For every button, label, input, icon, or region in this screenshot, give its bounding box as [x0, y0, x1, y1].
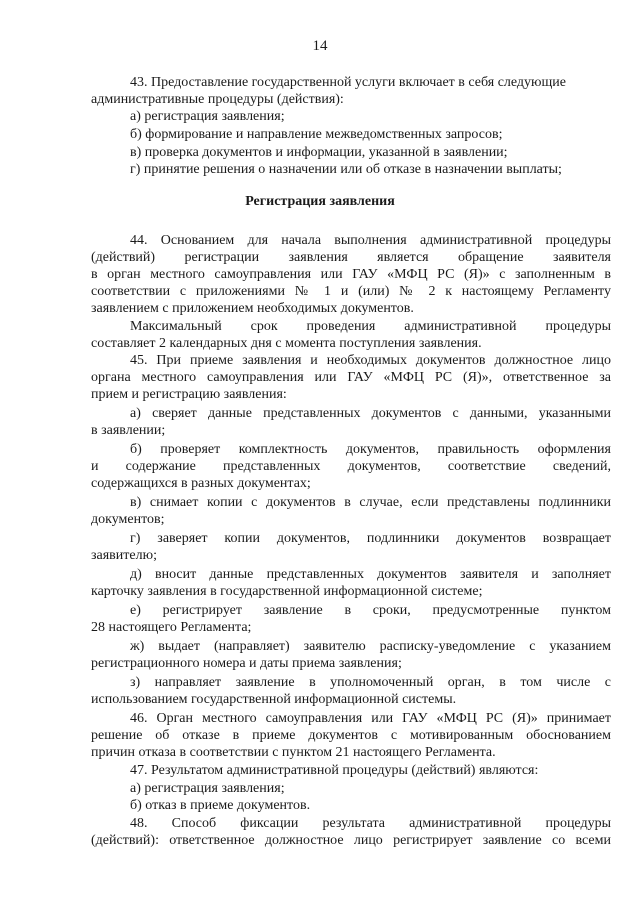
- text-line: в заявлении;: [91, 423, 166, 438]
- text-line: г) принятие решения о назначении или об отказе в назначении выплаты;: [130, 162, 562, 177]
- text-line: причин отказа в соответствии с пунктом 21 настоящего Регламента.: [91, 745, 496, 760]
- text-line: б) проверяет комплектность документов, правильность оформления: [130, 442, 611, 457]
- text-line: использованием государственной информационной системы.: [91, 692, 457, 707]
- page-number: 14: [312, 38, 328, 54]
- text-line: е) регистрирует заявление в сроки, предусмотренные пунктом: [130, 603, 611, 618]
- text-line: (действий): ответственное должностное лицо регистрирует заявление со всеми: [91, 833, 611, 848]
- text-line: 45. При приеме заявления и необходимых документов должностное лицо: [130, 353, 611, 368]
- text-line: административные процедуры (действия):: [91, 92, 344, 107]
- text-line: решение об отказе в приеме документов с мотивированным обоснованием: [91, 728, 611, 743]
- text-line: заявлением с приложением необходимых документов.: [91, 301, 414, 316]
- text-line: з) направляет заявление в уполномоченный орган, в том числе с: [130, 675, 611, 690]
- text-line: б) формирование и направление межведомственных запросов;: [130, 127, 503, 142]
- text-line: карточку заявления в государственной информационной системе;: [91, 584, 483, 599]
- text-line: (действий) регистрации заявления является обращение заявителя: [91, 250, 611, 265]
- text-line: соответствии с приложениями № 1 и (или) № 2 к настоящему Регламенту: [91, 284, 611, 299]
- text-line: 47. Результатом административной процедуры (действий) являются:: [130, 763, 539, 778]
- text-line: документов;: [91, 512, 165, 527]
- text-line: и содержание представленных документов, соответствие сведений,: [91, 459, 611, 474]
- text-line: содержащихся в разных документах;: [91, 476, 311, 491]
- text-line: в) снимает копии с документов в случае, если представлены подлинники: [130, 495, 611, 510]
- text-line: 46. Орган местного самоуправления или ГАУ «МФЦ РС (Я)» принимает: [130, 711, 611, 726]
- text-line: 43. Предоставление государственной услуги включает в себя следующие: [130, 75, 566, 90]
- text-line: ж) выдает (направляет) заявителю расписку-уведомление с указанием: [130, 639, 611, 654]
- section-heading: Регистрация заявления: [245, 194, 395, 209]
- text-line: 28 настоящего Регламента;: [91, 620, 252, 635]
- text-line: заявителю;: [91, 548, 157, 563]
- text-line: в) проверка документов и информации, указанной в заявлении;: [130, 145, 508, 160]
- text-line: д) вносит данные представленных документов заявителя и заполняет: [130, 567, 611, 582]
- text-line: г) заверяет копии документов, подлинники документов возвращает: [130, 531, 611, 546]
- text-line: регистрационного номера и даты приема заявления;: [91, 656, 402, 671]
- text-line: б) отказ в приеме документов.: [130, 798, 311, 813]
- text-line: а) сверяет данные представленных документов с данными, указанными: [130, 406, 611, 421]
- text-line: прием и регистрацию заявления:: [91, 387, 287, 402]
- text-line: Максимальный срок проведения административной процедуры: [130, 319, 611, 334]
- text-line: 44. Основанием для начала выполнения административной процедуры: [130, 233, 611, 248]
- text-line: а) регистрация заявления;: [130, 781, 285, 796]
- text-line: а) регистрация заявления;: [130, 109, 285, 124]
- text-line: в орган местного самоуправления или ГАУ «МФЦ РС (Я)» с заполненным в: [91, 267, 611, 282]
- text-line: 48. Способ фиксации результата административной процедуры: [130, 816, 611, 831]
- text-line: органа местного самоуправления или ГАУ «МФЦ РС (Я)», ответственное за: [91, 370, 611, 385]
- text-line: составляет 2 календарных дня с момента поступления заявления.: [91, 336, 482, 351]
